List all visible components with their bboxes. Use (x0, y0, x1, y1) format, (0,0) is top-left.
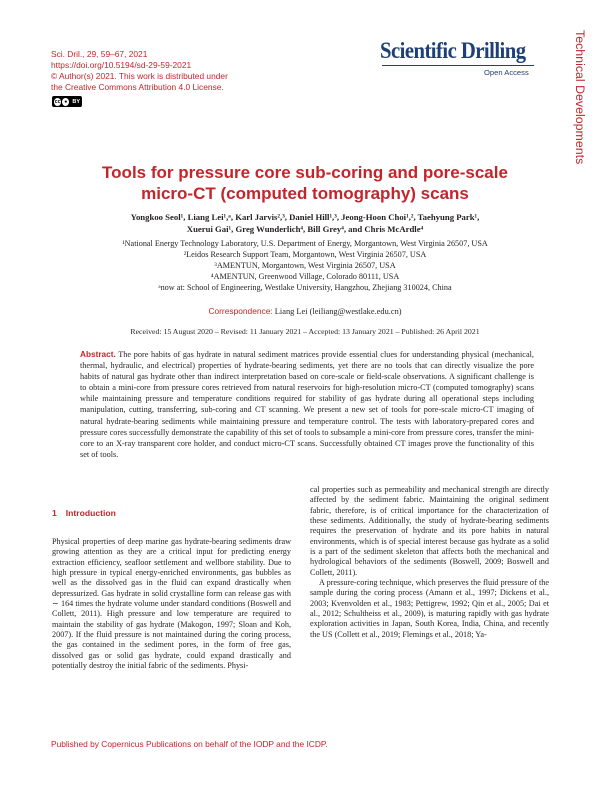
affiliation: ²Leidos Research Support Team, Morgantown, West Virginia 26507, USA (183, 250, 427, 260)
authors-line-2: Xuerui Gai¹, Greg Wunderlich⁴, Bill Grey⁴, and Chris McArdle⁴ (186, 223, 424, 234)
paragraph: cal properties such as permeability and mechanical strength are directly affected by the sediment fabric. Maintaining the original sediment fabric, therefore, is of critical importance for the characterization of these sediments. Additionally, the study of hydrate-bearing sediments requires the preservation of hydrate and its pore habits in natural environments, which is of special interest because gas hydrate as a solid is a part of the sediment skeleton that affects both the mechanical and hydrological behaviors of the sediments (Boswell, 2009; Boswell and Collett, 2011). (310, 485, 549, 577)
doi-link[interactable]: https://doi.org/10.5194/sd-29-59-2021 (51, 60, 192, 71)
by-label: BY (72, 98, 80, 105)
section-title: Introduction (65, 508, 116, 518)
side-label-text: Technical Developments (573, 30, 587, 165)
open-access-label: Open Access (484, 68, 529, 77)
copyright-line-2[interactable]: the Creative Commons Attribution 4.0 License. (51, 82, 224, 93)
journal-logo-rule (382, 65, 534, 66)
author-list (60, 212, 550, 235)
person-icon: ● (62, 98, 69, 106)
journal-logo: Scientific Drilling (380, 38, 526, 63)
affiliations (60, 238, 550, 293)
affiliation: ³AMENTUN, Morgantown, West Virginia 26507, USA (214, 261, 396, 271)
cc-icon: cc (54, 98, 61, 105)
citation-block (51, 49, 311, 93)
correspondence-label: Correspondence: (208, 306, 273, 316)
correspondence (60, 306, 550, 316)
publisher-footer: Published by Copernicus Publications on behalf of the IODP and the ICDP. (51, 739, 328, 749)
section-number: 1 (52, 508, 57, 518)
abstract (80, 349, 534, 460)
section-side-label (573, 30, 587, 230)
copyright-line-1: © Author(s) 2021. This work is distributed under (51, 71, 228, 82)
affiliation: ⁴AMENTUN, Greenwood Village, Colorado 80111, USA (210, 272, 400, 282)
abstract-text: The pore habits of gas hydrate in natural sediment matrices provide essential clues for understanding physical (mechanical, thermal, hydraulic, and electrical) properties of hydrate-bearing sediments, yet there are no tools that can directly visualize the pore habits of natural gas hydrate other than indirect interpretation based on core-scale or field-scale observations. A significant challenge is to obtain a mini-core from pressure cores retrieved from natural reservoirs for high-resolution micro-CT (computed tomography) scans while maintaining pressure and temperature conditions required for stability of gas hydrate during all operational steps including manipulation, cutting, transferring, sub-coring and CT scanning. We present a new set of tools for pore-scale micro-CT imaging of natural hydrate-bearing sediments while maintaining pressure and temperature control. The tests with laboratory-prepared cores and pressure cores successfully demonstrate the capability of this set of tools to subsample a mini-core from pressure cores, transfer the mini-core to an X-ray transparent core holder, and conduct micro-CT scans. Successfully obtained CT images prove the functionality of this set of tools. (80, 350, 534, 459)
journal-citation: Sci. Dril., 29, 59–67, 2021 (51, 49, 148, 59)
cc-license-badge[interactable] (52, 96, 82, 107)
abstract-label: Abstract. (80, 350, 116, 359)
correspondence-email[interactable]: Liang Lei (leiliang@westlake.edu.cn) (274, 307, 402, 316)
title-line-2: micro-CT (computed tomography) scans (141, 184, 469, 203)
affiliation: ¹National Energy Technology Laboratory, U.S. Department of Energy, Morgantown, West Virginia 26507, USA (122, 239, 488, 248)
affiliation: ᵃnow at: School of Engineering, Westlake University, Hangzhou, Zhejiang 310024, China (158, 283, 452, 293)
publication-dates: Received: 15 August 2020 – Revised: 11 January 2021 – Accepted: 13 January 2021 – Published: 26 April 2021 (130, 327, 480, 336)
body-column-right (310, 485, 549, 640)
paragraph: A pressure-coring technique, which preserves the fluid pressure of the sample during the coring process (Amann et al., 1997; Dickens et al., 2003; Kvenvolden et al., 1983; Pettigrew, 1992; Qin et al., 2005; Dai et al., 2012; Schultheiss et al., 2009), is maturing rapidly with gas hydrate exploration activities in Japan, South Korea, India, China, and recently the US (Collett et al., 2019; Flemings et al., 2018; Ya- (310, 578, 549, 639)
title-line-1: Tools for pressure core sub-coring and pore-scale (102, 163, 508, 182)
article-title (60, 162, 550, 204)
section-heading (52, 508, 116, 518)
paragraph: Physical properties of deep marine gas hydrate-bearing sediments draw growing attention as they are a critical input for predicting energy extraction efficiency, seafloor settlement and wellbore stability. Due to high pressure in typical energy-enriched environments, gas bubbles as well as the dissolved gas in the fluid can expand drastically when depressurized. Gas hydrate in solid crystalline form can release gas with ∼ 164 times the hydrate volume under standard conditions (Boswell and Collett, 2011). High pressure and low temperature are required to maintain the stability of gas hydrate (Makogon, 1997; Sloan and Koh, 2007). If the fluid pressure is not maintained during the coring process, the gas contained in the sediment pores, in the form of free gas, dissolved gas or solid gas hydrate, could expand drastically and potentially destroy the initial fabric of the sediments. Physi- (52, 537, 291, 671)
body-column-left (52, 537, 291, 671)
authors-line-1: Yongkoo Seol¹, Liang Lei¹,ᵃ, Karl Jarvis²,³, Daniel Hill¹,³, Jeong-Hoon Choi¹,², Taehyung Park¹, (130, 212, 480, 222)
